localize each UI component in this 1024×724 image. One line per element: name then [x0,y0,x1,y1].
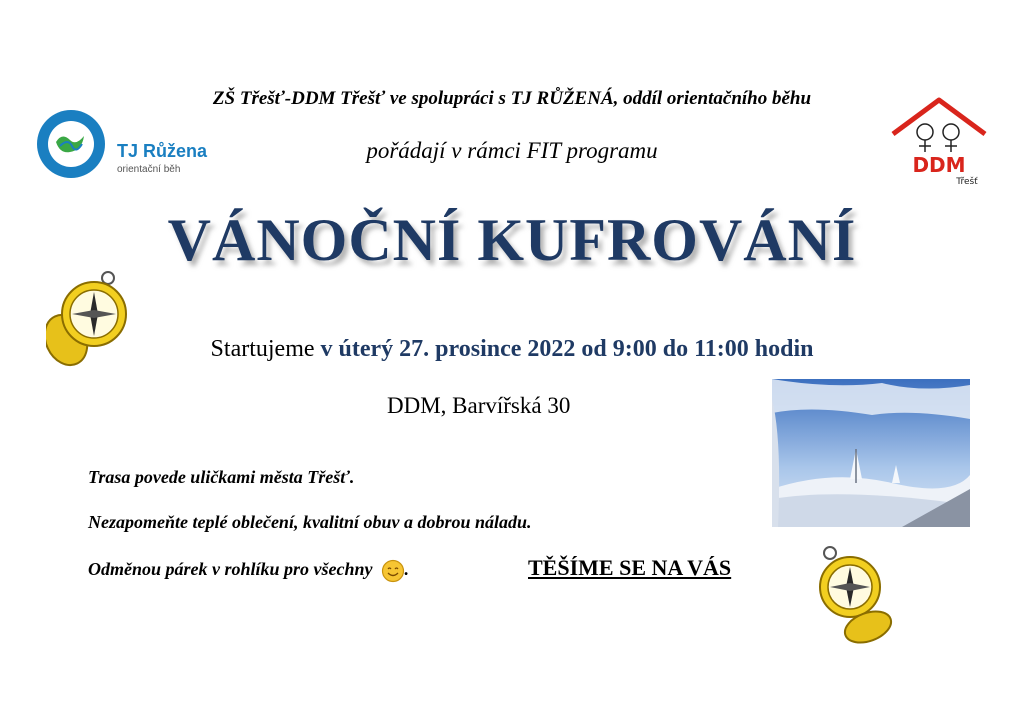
program-line: pořádají v rámci FIT programu [366,138,658,163]
event-place: DDM, Barvířská 30 [387,393,571,418]
ddm-logo-text: DDM [912,153,966,177]
reward-period: . [404,559,410,580]
start-time-line [0,336,1024,363]
organizers-line: ZŠ Třešť-DDM Třešť ve spolupráci s TJ RŮŽENÁ, oddíl orientačního běhu [212,88,812,109]
start-date: v úterý 27. prosince 2022 od 9:00 do 11:00 hodin [320,336,814,362]
compass-icon [810,545,894,645]
reward-text: Odměnou párek v rohlíku pro všechny [88,559,373,580]
see-you-message: TĚŠÍME SE NA VÁS [528,555,732,580]
note-bring: Nezapomeňte teplé oblečení, kvalitní obuv a dobrou náladu. [88,512,532,532]
ruzena-logo-subtitle: orientační běh [117,164,181,175]
start-prefix: Startujeme [210,336,321,362]
ddm-logo-subtext: Třešť [956,177,978,187]
note-route: Trasa povede uličkami města Třešť. [88,467,355,487]
ruzena-logo-name: TJ Růžena [117,141,208,161]
smiley-icon [381,559,405,583]
winter-landscape-photo [772,379,970,527]
event-title: VÁNOČNÍ KUFROVÁNÍ [167,207,857,273]
note-reward [88,559,409,583]
